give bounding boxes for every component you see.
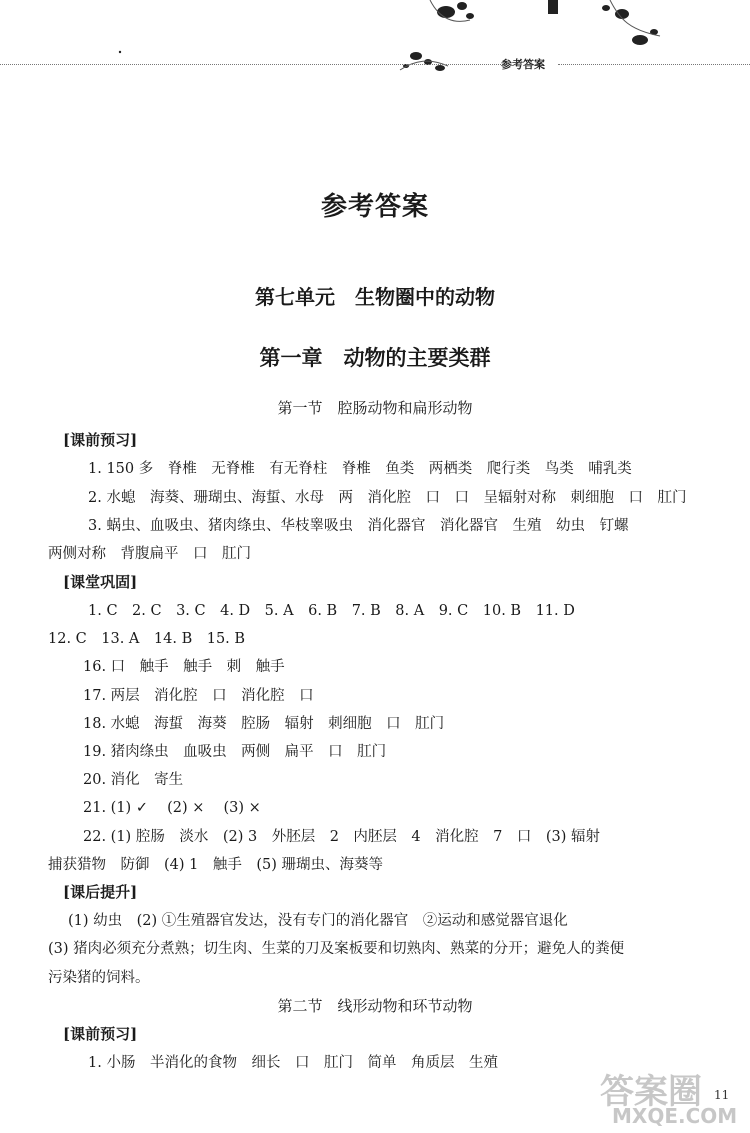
answer-line: 16. 口 触手 触手 刺 触手	[83, 659, 285, 675]
answer-line: 3. 蜗虫、血吸虫、猪肉绦虫、华枝睾吸虫 消化器官 消化器官 生殖 幼虫 钉螺	[88, 518, 629, 534]
page-title: 参考答案	[320, 192, 429, 222]
answer-line: (3) 猪肉必须充分煮熟；切生肉、生菜的刀及案板要和切熟肉、熟菜的分开；避免人的粪便	[48, 941, 625, 957]
watermark-text: 答案圈	[600, 1072, 702, 1112]
page-number: 11	[714, 1088, 730, 1102]
answer-line: 18. 水螅 海蜇 海葵 腔肠 辐射 刺细胞 口 肛门	[83, 716, 445, 732]
answer-line: (1) 幼虫 (2) ①生殖器官发达，没有专门的消化器官 ②运动和感觉器官退化	[68, 913, 568, 929]
chapter-heading: 第一章 动物的主要类群	[259, 345, 491, 370]
answer-line: 污染猪的饲料。	[48, 970, 150, 986]
answer-line: 22. (1) 腔肠 淡水 (2) 3 外胚层 2 内胚层 4 消化腔 7 口 (3) 辐射	[83, 829, 601, 845]
answer-line: 2. 水螅 海葵、珊瑚虫、海蜇、水母 两 消化腔 口 口 呈辐射对称 刺细胞 口 肛门	[88, 490, 687, 506]
answer-line: 1. C 2. C 3. C 4. D 5. A 6. B 7. B 8. A 9. C 10. B 11. D	[88, 603, 575, 619]
running-header: 参考答案	[501, 58, 545, 71]
answer-line: 1. 小肠 半消化的食物 细长 口 肛门 简单 角质层 生殖	[88, 1055, 498, 1071]
answer-line: 1. 150 多 脊椎 无脊椎 有无脊柱 脊椎 鱼类 两栖类 爬行类 鸟类 哺乳类	[88, 461, 632, 477]
answer-line: 21. (1) ✓ (2) × (3) ×	[83, 800, 261, 816]
ink-floral-decoration	[0, 0, 750, 80]
answer-line: 17. 两层 消化腔 口 消化腔 口	[83, 688, 314, 704]
unit-heading: 第七单元 生物圈中的动物	[255, 285, 495, 309]
header-dotted-rule-right	[558, 64, 750, 65]
page-header	[0, 0, 750, 80]
tag-after-class: [课后提升]	[63, 883, 138, 901]
answer-line: 12. C 13. A 14. B 15. B	[48, 631, 246, 647]
section-heading-2: 第二节 线形动物和环节动物	[277, 997, 473, 1015]
tag-classroom: [课堂巩固]	[63, 573, 138, 591]
answer-line: 捕获猎物 防御 (4) 1 触手 (5) 珊瑚虫、海葵等	[48, 857, 384, 873]
answer-line: 19. 猪肉绦虫 血吸虫 两侧 扁平 口 肛门	[83, 744, 387, 760]
answer-line: 20. 消化 寄生	[83, 772, 184, 788]
tag-pre-study: [课前预习]	[63, 431, 138, 449]
header-dotted-rule	[0, 64, 505, 65]
section-heading-1: 第一节 腔肠动物和扁形动物	[277, 399, 473, 417]
watermark-url: MXQE.COM	[612, 1104, 738, 1128]
answer-line: 两侧对称 背腹扁平 口 肛门	[48, 546, 251, 562]
tag-pre-study-2: [课前预习]	[63, 1025, 138, 1043]
